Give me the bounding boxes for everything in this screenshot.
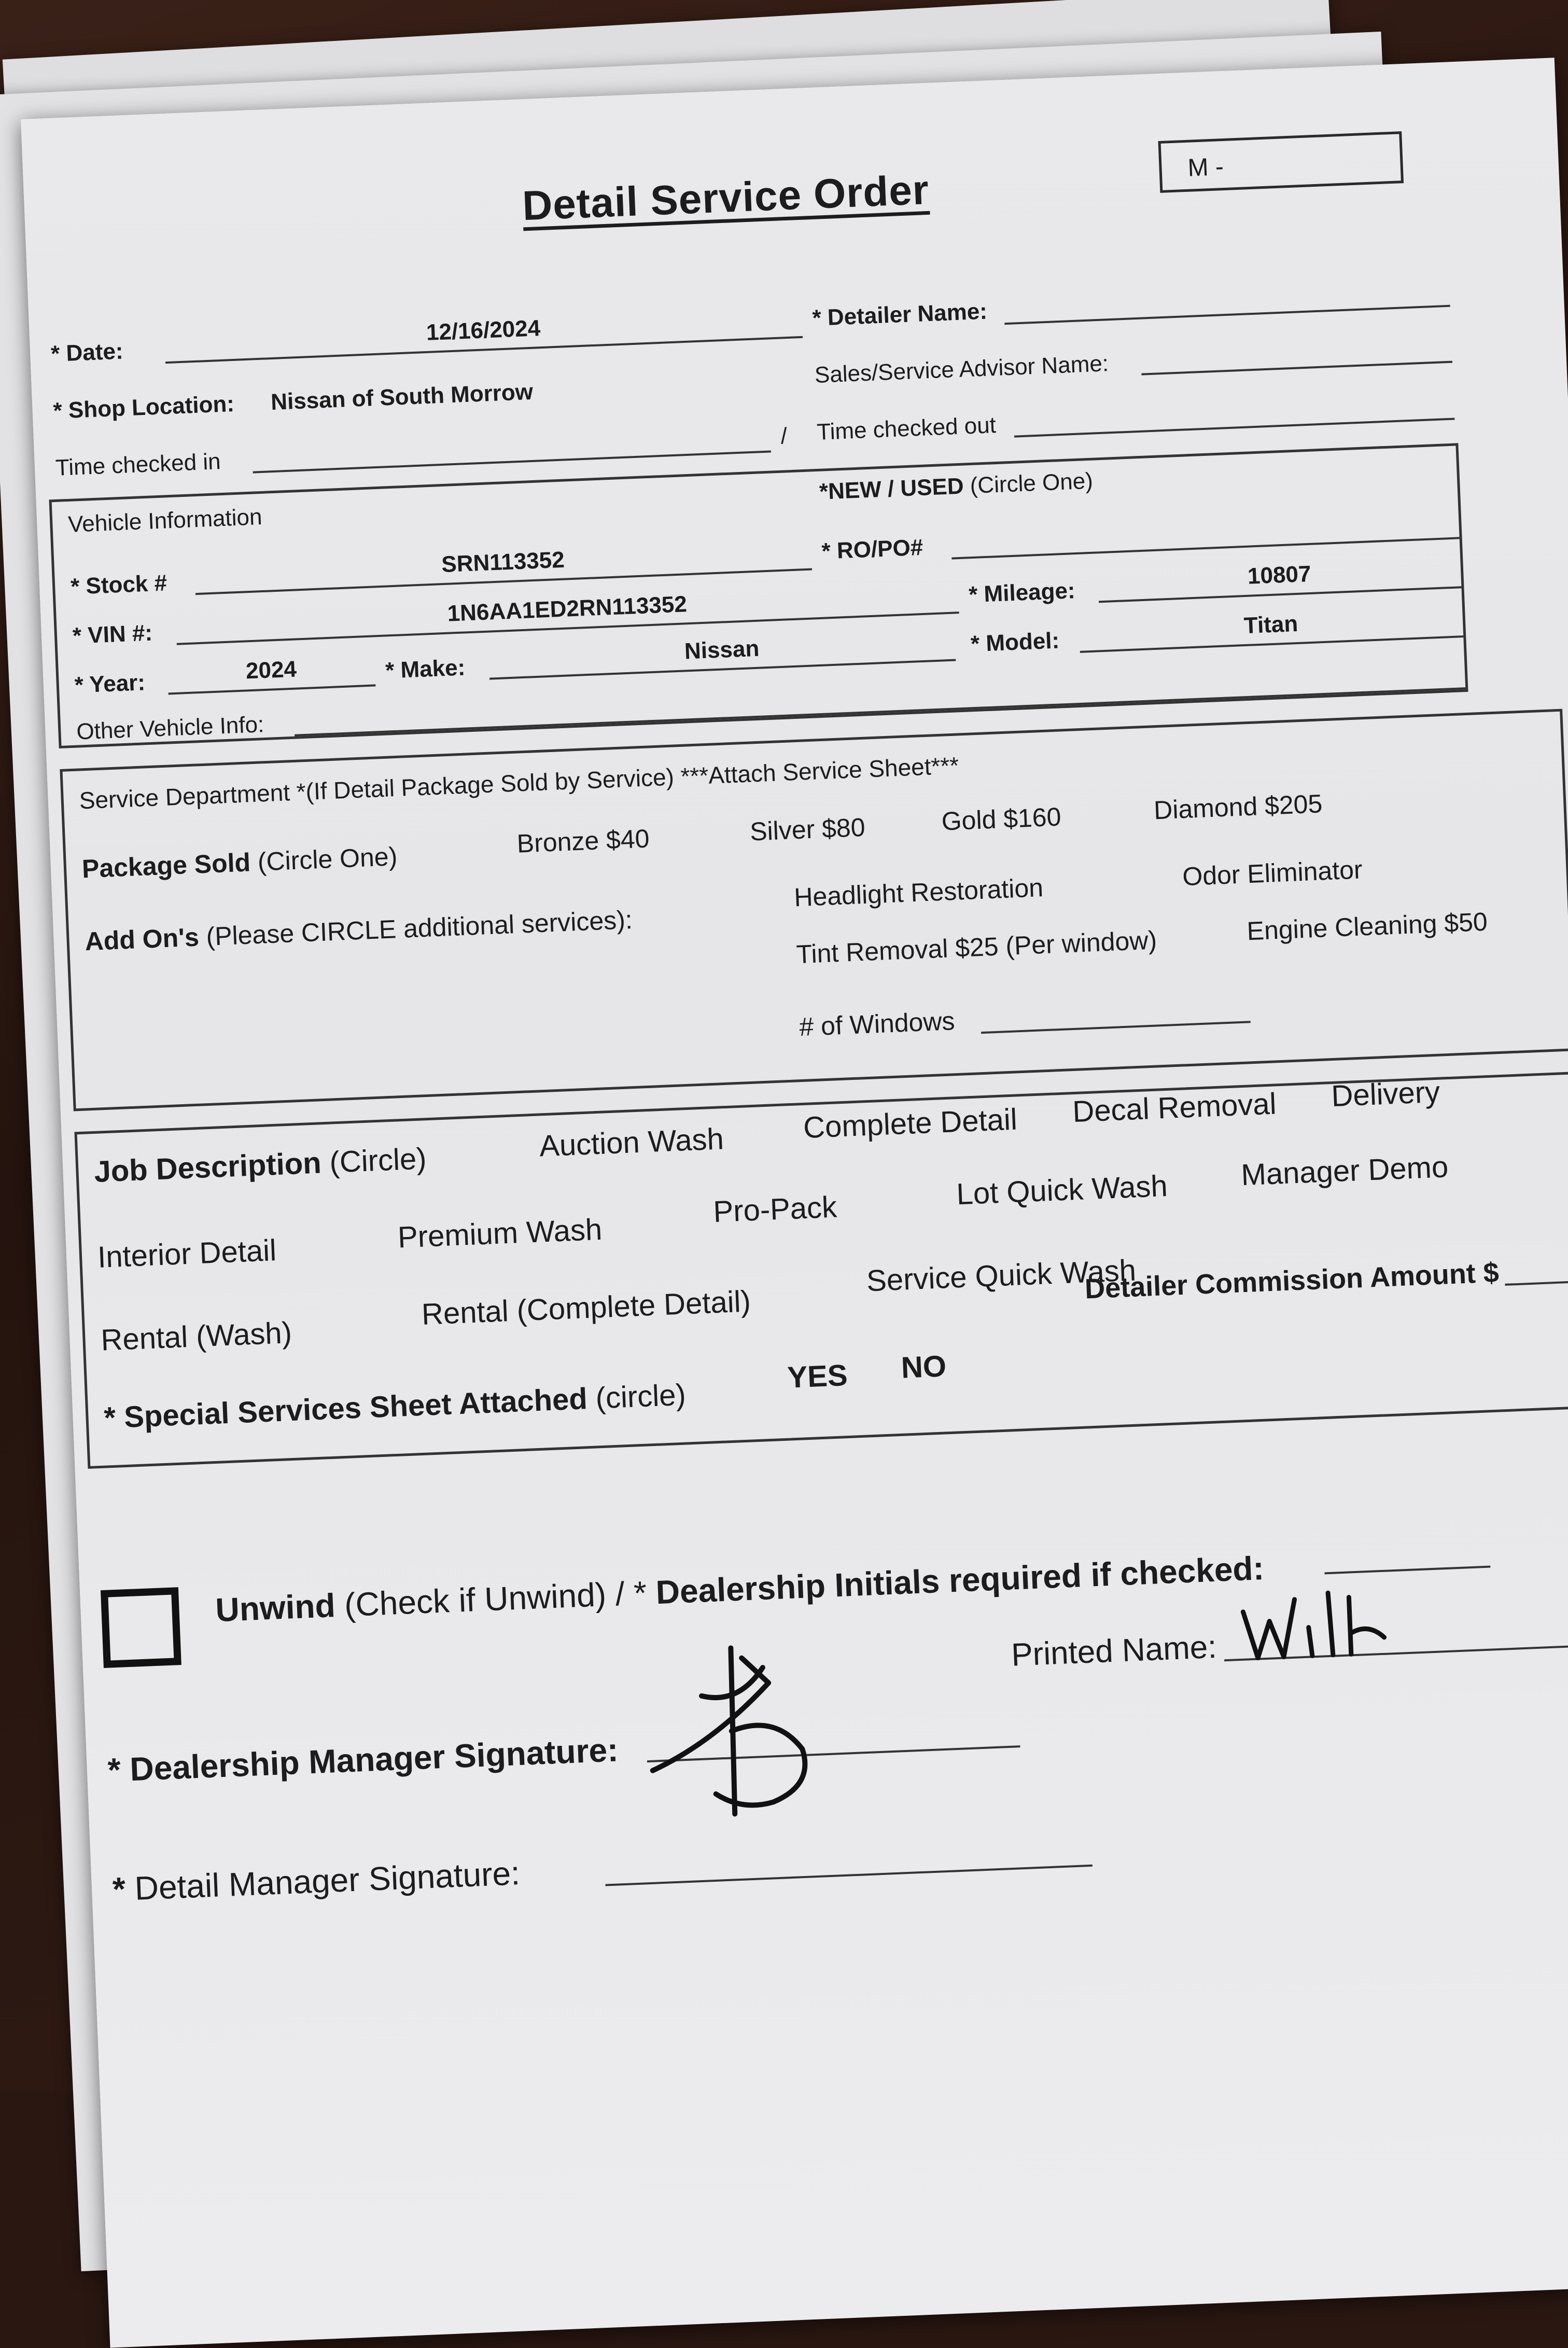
advisor-label: Sales/Service Advisor Name: — [814, 351, 1109, 388]
detail-signature-prefix: * — [111, 1870, 127, 1908]
vin-label: * VIN #: — [72, 620, 153, 649]
job-manager-demo[interactable]: Manager Demo — [1240, 1150, 1449, 1192]
service-department-header: Service Department *(If Detail Package Sold by Service) ***Attach Service Sheet*** — [78, 752, 960, 814]
special-services-text: Special Services Sheet Attached — [123, 1382, 588, 1434]
advisor-line[interactable] — [1141, 361, 1452, 376]
detailer-name-line[interactable] — [1004, 305, 1450, 325]
shop-location-label: * Shop Location: — [52, 391, 235, 424]
addon-odor-eliminator[interactable]: Odor Eliminator — [1182, 855, 1363, 892]
job-description-text: Job Description — [93, 1146, 322, 1189]
add-ons-text: Add On's — [84, 922, 200, 956]
printed-name-handwriting — [1237, 1585, 1396, 1669]
other-vehicle-info-label: Other Vehicle Info: — [76, 712, 265, 745]
stock-label: * Stock # — [70, 570, 167, 600]
time-separator: / — [780, 423, 788, 449]
make-label: * Make: — [385, 655, 466, 684]
special-services-prefix: * — [103, 1400, 117, 1435]
time-out-label: Time checked out — [816, 412, 997, 445]
time-in-line[interactable] — [253, 450, 771, 473]
detailer-name-label: * Detailer Name: — [811, 298, 988, 331]
package-sold-text: Package Sold — [81, 847, 251, 884]
mileage-label: * Mileage: — [968, 578, 1076, 608]
vin-value: 1N6AA1ED2RN113352 — [446, 591, 688, 627]
unwind-checkbox[interactable] — [101, 1587, 181, 1668]
time-in-label: Time checked in — [55, 449, 221, 481]
initials-label: Dealership Initials required if checked: — [655, 1549, 1265, 1611]
addon-headlight-restoration[interactable]: Headlight Restoration — [793, 873, 1044, 912]
job-rental-complete-detail[interactable]: Rental (Complete Detail) — [421, 1284, 751, 1331]
ro-po-label: * RO/PO# — [821, 534, 924, 564]
addon-tint-removal[interactable]: Tint Removal $25 (Per window) — [795, 925, 1158, 969]
year-value: 2024 — [245, 656, 297, 684]
stock-value: SRN113352 — [441, 547, 565, 578]
initials-line[interactable] — [1324, 1566, 1490, 1575]
dealership-signature-prefix: * — [107, 1750, 122, 1789]
package-sold-hint: (Circle One) — [257, 842, 398, 877]
dealership-signature-text: Dealership Manager Signature: — [129, 1731, 619, 1788]
package-gold[interactable]: Gold $160 — [941, 802, 1062, 836]
new-used-hint: (Circle One) — [969, 468, 1094, 499]
job-pro-pack[interactable]: Pro-Pack — [712, 1190, 838, 1229]
dealership-signature-scribble — [637, 1633, 862, 1828]
make-value: Nissan — [684, 635, 760, 664]
time-out-line[interactable] — [1014, 418, 1454, 437]
package-bronze[interactable]: Bronze $40 — [516, 824, 650, 858]
detail-signature-text: Detail Manager Signature: — [134, 1854, 521, 1907]
package-silver[interactable]: Silver $80 — [749, 812, 866, 846]
unwind-text: Unwind — [215, 1586, 336, 1629]
dealership-signature-label — [107, 1730, 619, 1789]
job-auction-wash[interactable]: Auction Wash — [538, 1122, 724, 1163]
m-number-box[interactable]: M - — [1158, 131, 1404, 193]
job-premium-wash[interactable]: Premium Wash — [397, 1212, 603, 1255]
detail-service-order-form — [21, 58, 1568, 2347]
unwind-hint: (Check if Unwind) / * — [343, 1574, 648, 1624]
job-complete-detail[interactable]: Complete Detail — [802, 1102, 1018, 1145]
date-label: * Date: — [50, 338, 124, 367]
job-interior-detail[interactable]: Interior Detail — [96, 1233, 277, 1274]
detail-signature-line[interactable] — [605, 1865, 1092, 1886]
special-services-hint: (circle) — [595, 1378, 687, 1415]
package-diamond[interactable]: Diamond $205 — [1153, 789, 1323, 825]
job-description-hint: (Circle) — [329, 1142, 427, 1179]
add-ons-hint: (Please CIRCLE additional services): — [205, 905, 633, 951]
job-service-quick-wash[interactable]: Service Quick Wash — [865, 1253, 1137, 1298]
year-label: * Year: — [74, 670, 146, 698]
new-used-text: *NEW / USED — [819, 473, 964, 505]
job-delivery[interactable]: Delivery — [1331, 1075, 1441, 1114]
windows-label: # of Windows — [799, 1006, 956, 1042]
special-no-option[interactable]: NO — [900, 1349, 947, 1385]
page-title: Detail Service Order — [521, 166, 930, 229]
commission-label: Detailer Commission Amount $ — [1084, 1257, 1500, 1305]
vehicle-info-label: Vehicle Information — [67, 504, 263, 537]
detail-signature-label — [112, 1854, 521, 1908]
job-lot-quick-wash[interactable]: Lot Quick Wash — [956, 1169, 1168, 1212]
job-rental-wash[interactable]: Rental (Wash) — [100, 1315, 293, 1357]
model-label: * Model: — [970, 628, 1060, 657]
shop-location-value: Nissan of South Morrow — [270, 379, 534, 415]
mileage-value: 10807 — [1247, 561, 1312, 589]
date-value: 12/16/2024 — [426, 315, 541, 345]
special-yes-option[interactable]: YES — [787, 1358, 848, 1395]
job-decal-removal[interactable]: Decal Removal — [1072, 1087, 1277, 1129]
model-value: Titan — [1243, 610, 1299, 639]
addon-engine-cleaning[interactable]: Engine Cleaning $50 — [1246, 907, 1488, 946]
unwind-label — [215, 1549, 1265, 1629]
printed-name-label: Printed Name: — [1010, 1629, 1217, 1673]
